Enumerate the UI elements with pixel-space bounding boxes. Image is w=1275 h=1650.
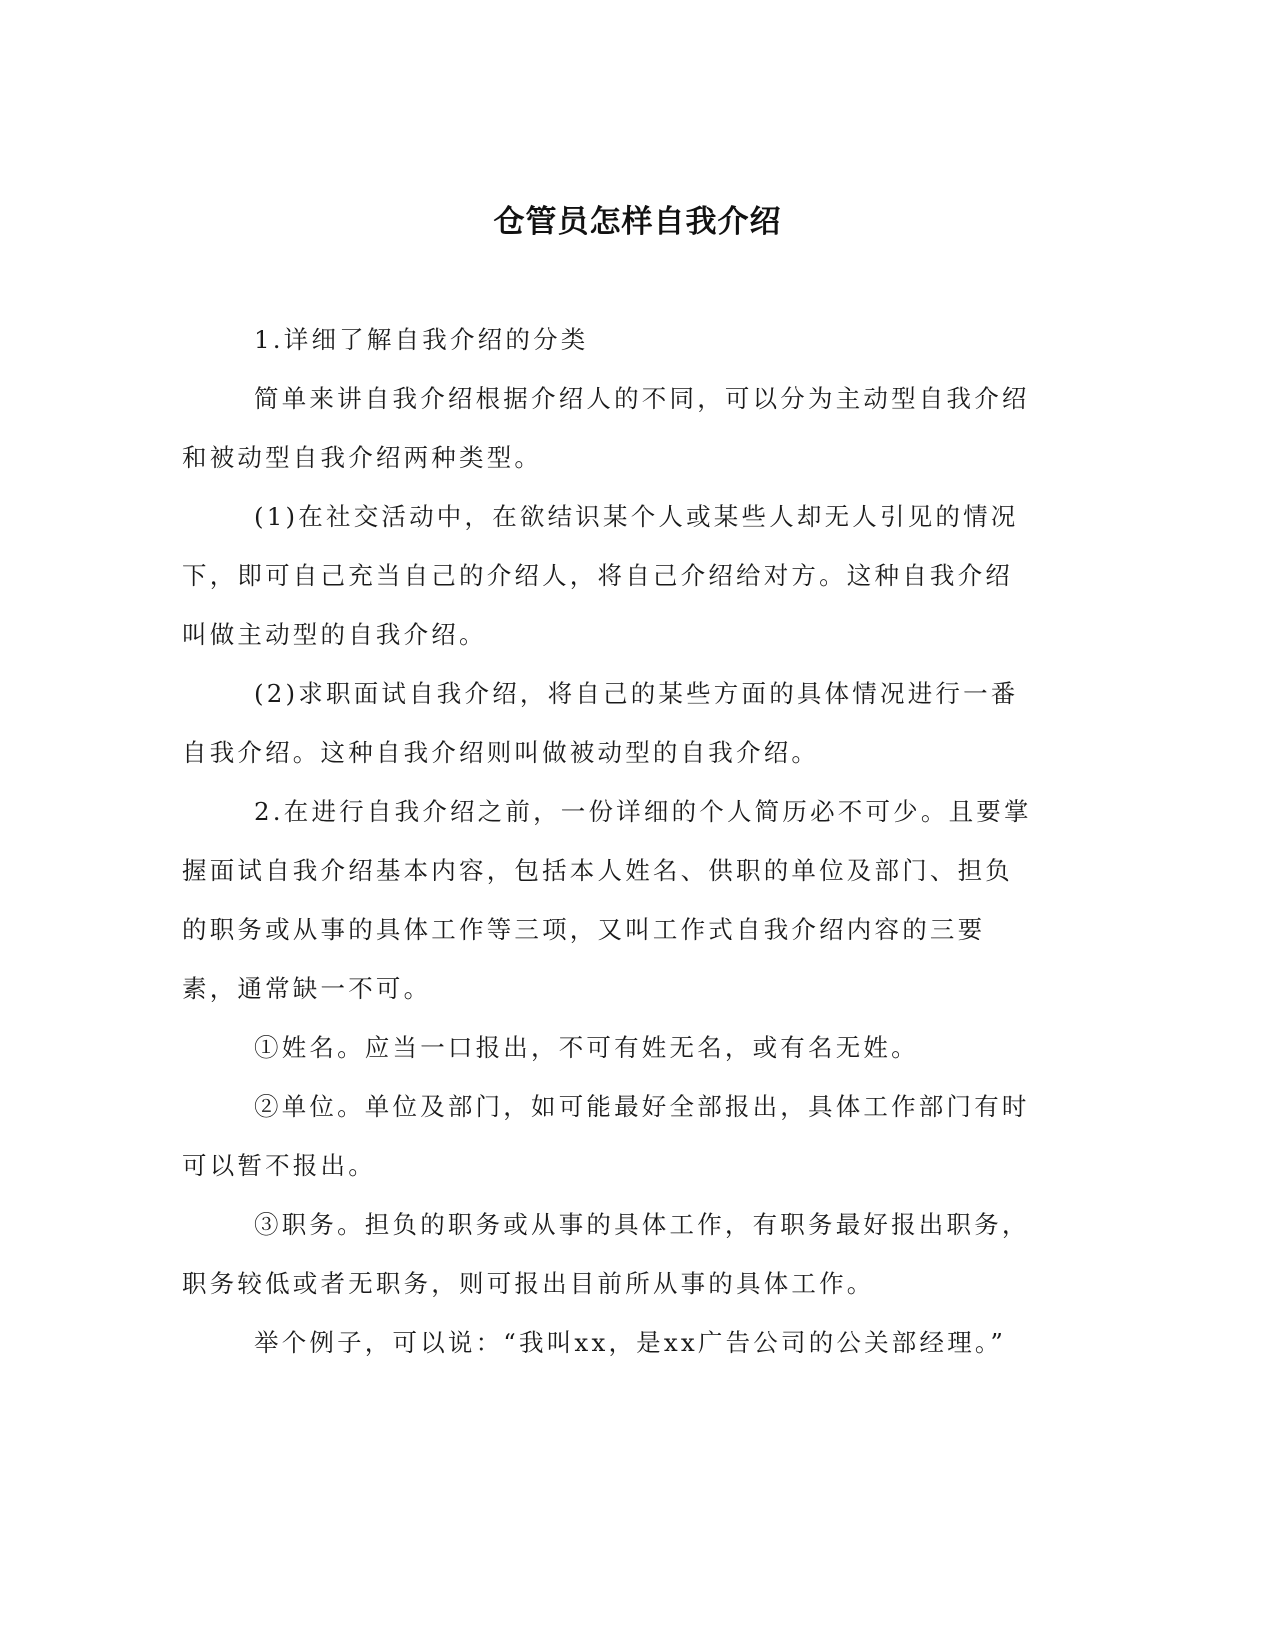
- paragraph-section-1-heading: 1.详细了解自我介绍的分类: [254, 325, 589, 354]
- paragraph-item-name: ①姓名。应当一口报出，不可有姓无名，或有名无姓。: [254, 1033, 919, 1062]
- paragraph-section-2: 2.在进行自我介绍之前，一份详细的个人简历必不可少。且要掌握面试自我介绍基本内容，包括本人姓名、供职的单位及部门、担负的职务或从事的具体工作等三项，又叫工作式自我介绍内容的三要素，通常缺一不可。: [182, 797, 1032, 1003]
- paragraph-item-unit: ②单位。单位及部门，如可能最好全部报出，具体工作部门有时可以暂不报出。: [182, 1092, 1030, 1180]
- document-title: 仓管员怎样自我介绍: [493, 204, 782, 240]
- document-body: [182, 310, 1034, 1372]
- paragraph-intro-types: 简单来讲自我介绍根据介绍人的不同，可以分为主动型自我介绍和被动型自我介绍两种类型。: [182, 384, 1030, 472]
- paragraph-active-type: (1)在社交活动中，在欲结识某个人或某些人却无人引见的情况下，即可自己充当自己的介绍人，将自己介绍给对方。这种自我介绍叫做主动型的自我介绍。: [182, 502, 1019, 649]
- paragraph-item-position: ③职务。担负的职务或从事的具体工作，有职务最好报出职务，职务较低或者无职务，则可报出目前所从事的具体工作。: [182, 1210, 1030, 1298]
- paragraph-example: 举个例子，可以说：“我叫xx，是xx广告公司的公关部经理。”: [254, 1328, 1007, 1357]
- paragraph-passive-type: (2)求职面试自我介绍，将自己的某些方面的具体情况进行一番自我介绍。这种自我介绍则叫做被动型的自我介绍。: [182, 679, 1019, 767]
